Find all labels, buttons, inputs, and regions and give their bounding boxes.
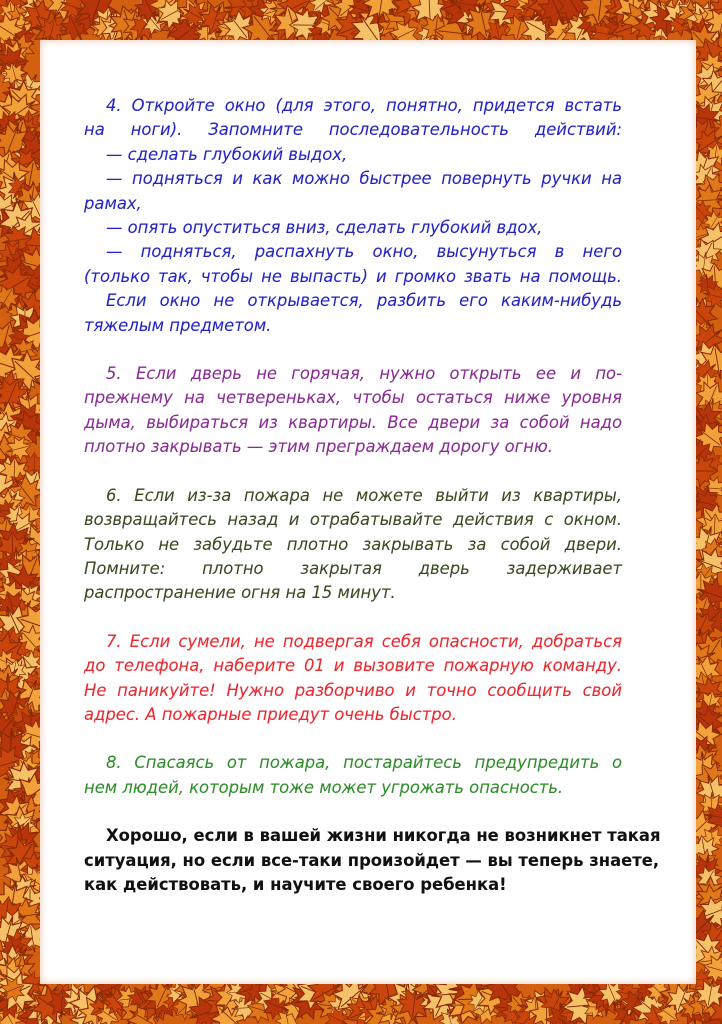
paragraph-8-line-1: 8. Спасаясь от пожара, постарайтесь предупредить о xyxy=(106,753,622,773)
closing-line-3: как действовать, и научите своего ребенка! xyxy=(84,874,507,894)
paragraph-4-line-1: 4. Откройте окно (для этого, понятно, придется встать xyxy=(106,96,622,115)
paragraph-7-line-4: адрес. А пожарные приедут очень быстро. xyxy=(84,704,457,724)
paragraph-6-line-2: возвращайтесь назад и отрабатывайте действия с окном. xyxy=(84,510,622,530)
closing-line-2: ситуация, но если все-таки произойдет — вы теперь знаете, xyxy=(84,850,660,870)
paragraph-6 xyxy=(84,484,622,606)
paragraph-6-line-1: 6. Если из-за пожара не можете выйти из квартиры, xyxy=(106,485,622,505)
paragraph-4-line-7: — подняться, распахнуть окно, высунуться в него xyxy=(106,242,622,262)
paragraph-4-line-9: Если окно не открывается, разбить его каким-нибудь xyxy=(106,291,622,311)
paragraph-6-line-5: распространение огня на 15 минут. xyxy=(84,583,396,603)
paragraph-5-line-3: дыма, выбираться из квартиры. Все двери за собой надо xyxy=(84,412,622,432)
paragraph-7-line-1: 7. Если сумели, не подвергая себя опасности, добраться xyxy=(106,631,622,651)
paragraph-7-line-2: до телефона, наберите 01 и вызовите пожарную команду. xyxy=(84,656,622,676)
paragraph-4-line-5: рамах, xyxy=(84,193,142,213)
paragraph-4-line-10: тяжелым предметом. xyxy=(84,315,272,335)
paragraph-4 xyxy=(84,94,622,338)
closing-line-1: Хорошо, если в вашей жизни никогда не возникнет такая xyxy=(106,826,661,846)
paragraph-7-line-3: Не паникуйте! Нужно разборчиво и точно сообщить свой xyxy=(84,680,622,700)
paragraph-4-line-4: — подняться и как можно быстрее повернуть ручки на xyxy=(106,169,622,189)
paragraph-8-line-2: нем людей, которым тоже может угрожать опасность. xyxy=(84,777,564,797)
paragraph-6-line-4: Помните: плотно закрытая дверь задерживает xyxy=(84,558,622,578)
paragraph-8 xyxy=(84,751,622,800)
closing-paragraph xyxy=(84,824,661,897)
paragraph-4-line-2: на ноги). Запомните последовательность действий: xyxy=(84,120,622,140)
paragraph-6-line-3: Только не забудьте плотно закрывать за собой двери. xyxy=(84,534,622,554)
paragraph-5-line-4: плотно закрывать — этим преграждаем дорогу огню. xyxy=(84,437,553,457)
paragraph-5-line-1: 5. Если дверь не горячая, нужно открыть ее и по- xyxy=(106,364,622,384)
paragraph-5 xyxy=(84,362,622,460)
paragraph-7 xyxy=(84,630,622,728)
paragraph-5-line-2: прежнему на четвереньках, чтобы остаться ниже уровня xyxy=(84,388,622,408)
paragraph-4-line-3: — сделать глубокий выдох, xyxy=(106,144,348,164)
paragraph-4-line-6: — опять опуститься вниз, сделать глубокий вдох, xyxy=(106,218,543,238)
document-body xyxy=(84,94,661,897)
paragraph-4-line-8: (только так, чтобы не выпасть) и громко звать на помощь. xyxy=(84,266,622,286)
